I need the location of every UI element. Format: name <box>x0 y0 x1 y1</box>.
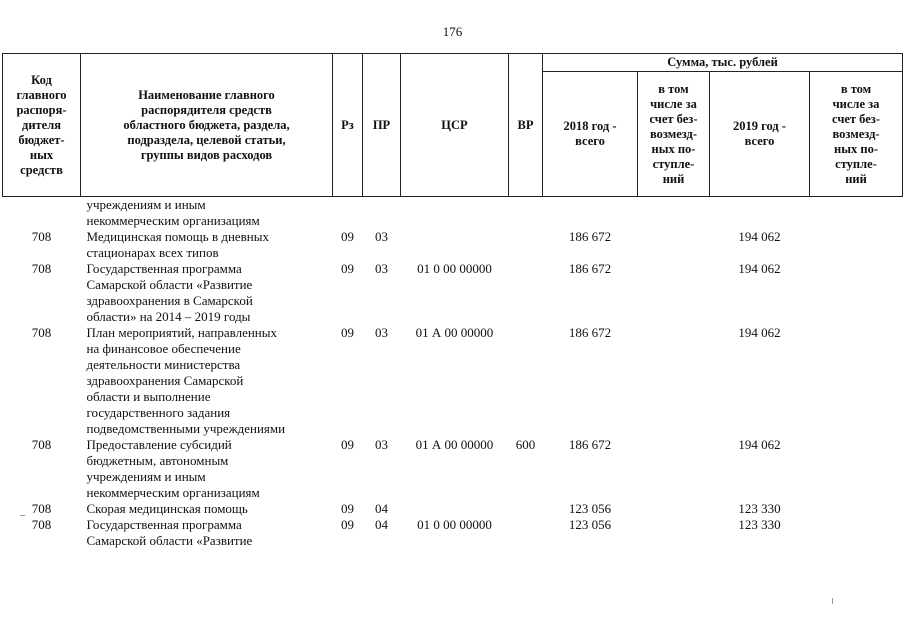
row-2019-total: 194 062 <box>738 437 781 452</box>
row-2018-total: 123 056 <box>568 501 612 516</box>
table-row <box>3 325 903 437</box>
row-vr: 600 <box>515 437 536 452</box>
row-2018-total: 186 672 <box>568 437 612 452</box>
header-2019-total: 2019 год - всего <box>710 72 810 197</box>
row-code: 708 <box>31 501 52 516</box>
table-row <box>3 437 903 501</box>
header-pr: ПР <box>363 54 401 197</box>
row-2019-gratuitous <box>810 261 903 325</box>
row-2018-gratuitous <box>638 261 710 325</box>
row-2019-total: 194 062 <box>738 229 781 244</box>
row-vr <box>509 229 543 261</box>
row-csr: 01 А 00 00000 <box>415 437 494 452</box>
row-name: Медицинская помощь в дневных стационарах всех типов <box>86 229 270 260</box>
row-2019-gratuitous <box>810 501 903 517</box>
page-number: 176 <box>442 24 463 39</box>
row-2018-gratuitous <box>638 437 710 501</box>
header-2018-gratuitous: в том числе за счет без- возмезд- ных по- ступле- ний <box>638 72 710 197</box>
row-2018-total: 186 672 <box>568 229 612 244</box>
row-name: Предоставление субсидий бюджетным, автономным учреждениям и иным некоммерческим организациям <box>86 437 260 500</box>
row-rz: 09 <box>341 437 354 452</box>
row-pr <box>363 197 401 230</box>
row-2019-gratuitous <box>810 229 903 261</box>
row-2018-total: 186 672 <box>568 325 612 340</box>
table-row <box>3 501 903 517</box>
row-vr <box>509 517 543 549</box>
row-2018-gratuitous <box>638 501 710 517</box>
row-csr <box>401 197 509 230</box>
row-2019-total: 194 062 <box>738 325 781 340</box>
row-2019-total <box>710 197 810 230</box>
row-code: 708 <box>31 261 52 276</box>
row-pr: 03 <box>375 437 388 452</box>
row-2018-total: 186 672 <box>568 261 612 276</box>
row-rz: 09 <box>341 517 354 532</box>
row-code: 708 <box>31 517 52 532</box>
row-rz: 09 <box>341 501 354 516</box>
row-2018-gratuitous <box>638 197 710 230</box>
row-rz <box>333 197 363 230</box>
row-2018-gratuitous <box>638 325 710 437</box>
header-2018-total: 2018 год - всего <box>543 72 638 197</box>
row-csr <box>401 501 509 517</box>
row-name: Государственная программа Самарской области «Развитие здравоохранения в Самарской области» на 2014 – 2019 годы <box>86 261 253 324</box>
row-vr <box>509 325 543 437</box>
row-name: Государственная программа Самарской области «Развитие <box>86 517 253 548</box>
row-pr: 03 <box>375 325 388 340</box>
header-vr: ВР <box>509 54 543 197</box>
table-row <box>3 261 903 325</box>
row-2019-gratuitous <box>810 437 903 501</box>
table-row <box>3 517 903 549</box>
header-name: Наименование главного распорядителя средств областного бюджета, раздела, подраздела, целевой статьи, группы видов расходов <box>81 54 333 197</box>
row-csr <box>401 229 509 261</box>
row-pr: 04 <box>375 517 388 532</box>
scan-mark <box>20 515 25 516</box>
row-pr: 03 <box>375 261 388 276</box>
row-rz: 09 <box>341 261 354 276</box>
row-2019-total: 123 330 <box>738 501 781 516</box>
row-csr: 01 0 00 00000 <box>417 261 492 276</box>
table-body <box>3 197 903 550</box>
row-name: План мероприятий, направленных на финансовое обеспечение деятельности министерства здравоохранения Самарской области и выполнение государственного задания подведомственными учреждениями <box>86 325 286 436</box>
row-2019-total: 123 330 <box>738 517 781 532</box>
row-pr: 03 <box>375 229 388 244</box>
header-rz: Рз <box>333 54 363 197</box>
budget-table <box>2 53 903 549</box>
row-code: 708 <box>31 437 52 452</box>
row-name: учреждениям и иным некоммерческим организациям <box>86 197 260 228</box>
scan-mark <box>832 598 833 604</box>
row-code: 708 <box>31 229 52 244</box>
header-sum: Сумма, тыс. рублей <box>543 54 903 72</box>
header-2019-gratuitous: в том числе за счет без- возмезд- ных по- ступле- ний <box>810 72 903 197</box>
header-csr: ЦСР <box>401 54 509 197</box>
row-rz: 09 <box>341 229 354 244</box>
row-2018-total <box>543 197 638 230</box>
row-pr: 04 <box>375 501 388 516</box>
row-2019-gratuitous <box>810 517 903 549</box>
row-vr <box>509 261 543 325</box>
row-rz: 09 <box>341 325 354 340</box>
row-2018-gratuitous <box>638 517 710 549</box>
row-2018-gratuitous <box>638 229 710 261</box>
row-2018-total: 123 056 <box>568 517 612 532</box>
row-csr: 01 А 00 00000 <box>415 325 494 340</box>
row-csr: 01 0 00 00000 <box>417 517 492 532</box>
row-2019-gratuitous <box>810 197 903 230</box>
row-code <box>3 197 81 230</box>
table-row <box>3 229 903 261</box>
table-header <box>3 54 903 197</box>
row-vr <box>509 197 543 230</box>
row-2019-gratuitous <box>810 325 903 437</box>
table-row <box>3 197 903 230</box>
header-code: Код главного распоря- дителя бюджет- ных средств <box>3 54 81 197</box>
row-vr <box>509 501 543 517</box>
row-code: 708 <box>31 325 52 340</box>
row-name: Скорая медицинская помощь <box>86 501 248 516</box>
row-2019-total: 194 062 <box>738 261 781 276</box>
